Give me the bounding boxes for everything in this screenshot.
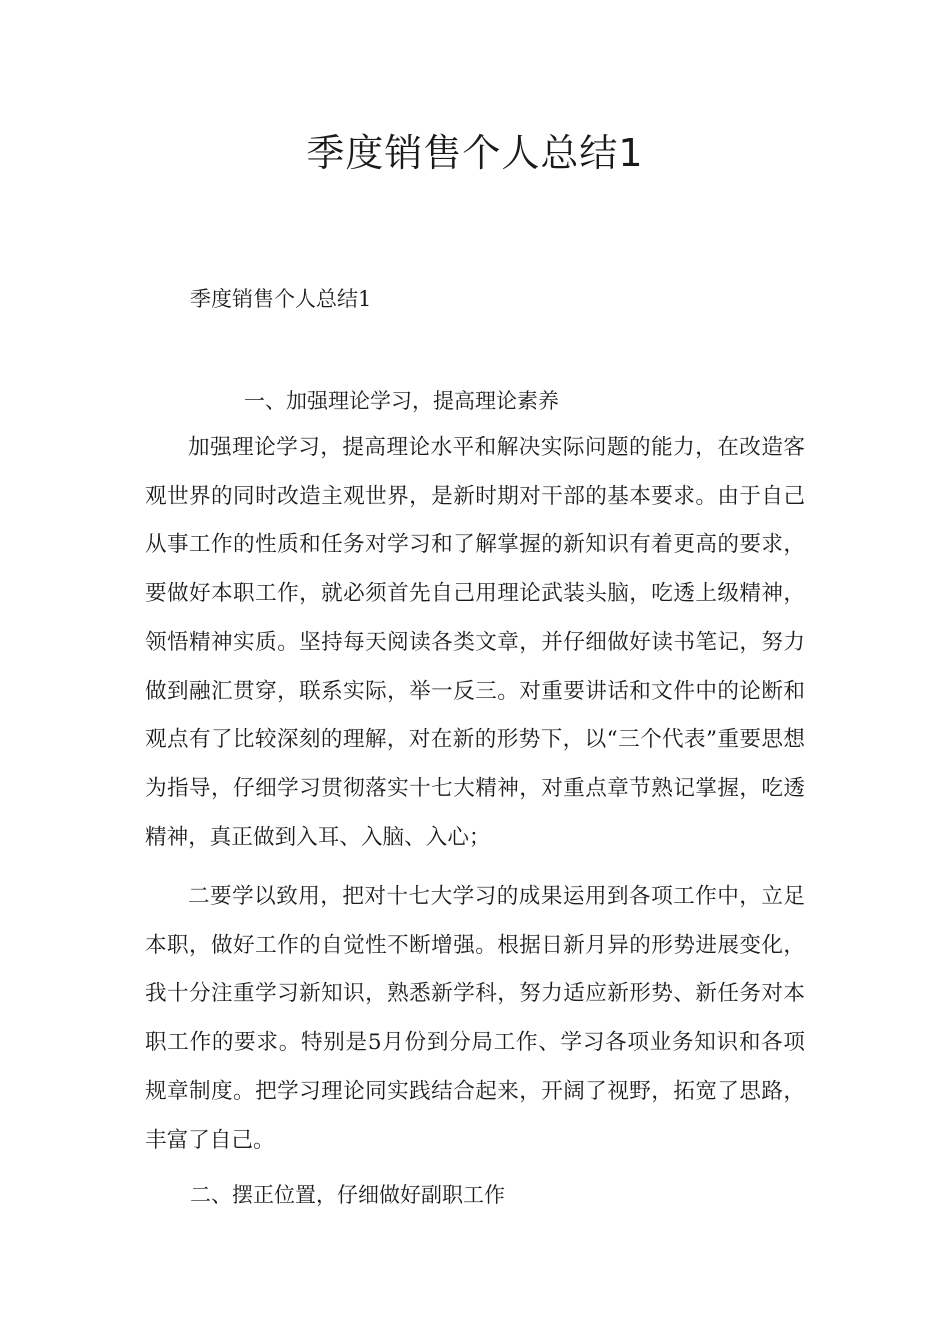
document-title: 季度销售个人总结1 — [306, 131, 644, 175]
body-paragraph-2: 二要学以致用，把对十七大学习的成果运用到各项工作中，立足本职，做好工作的自觉性不断增强。根据日新月异的形势进展变化，我十分注重学习新知识，熟悉新学科，努力适应新形势、新任务对本职工作的要求。特别是5月份到分局工作、学习各项业务知识和各项规章制度。把学习理论同实践结合起来，开阔了视野，拓宽了思路，丰富了自己。 — [145, 884, 805, 1153]
section-heading-2: 二、摆正位置，仔细做好副职工作 — [190, 1183, 505, 1207]
document-subtitle: 季度销售个人总结1 — [190, 287, 372, 311]
section-heading-1: 一、加强理论学习，提高理论素养 — [244, 389, 559, 413]
body-paragraph-1: 加强理论学习，提高理论水平和解决实际问题的能力，在改造客观世界的同时改造主观世界，是新时期对干部的基本要求。由于自己从事工作的性质和任务对学习和了解掌握的新知识有着更高的要求，要做好本职工作，就必须首先自己用理论武装头脑，吃透上级精神，领悟精神实质。坚持每天阅读各类文章，并仔细做好读书笔记，努力做到融汇贯穿，联系实际，举一反三。对重要讲话和文件中的论断和观点有了比较深刻的理解，对在新的形势下，以“三个代表”重要思想为指导，仔细学习贯彻落实十七大精神，对重点章节熟记掌握，吃透精神，真正做到入耳、入脑、入心； — [145, 435, 805, 850]
